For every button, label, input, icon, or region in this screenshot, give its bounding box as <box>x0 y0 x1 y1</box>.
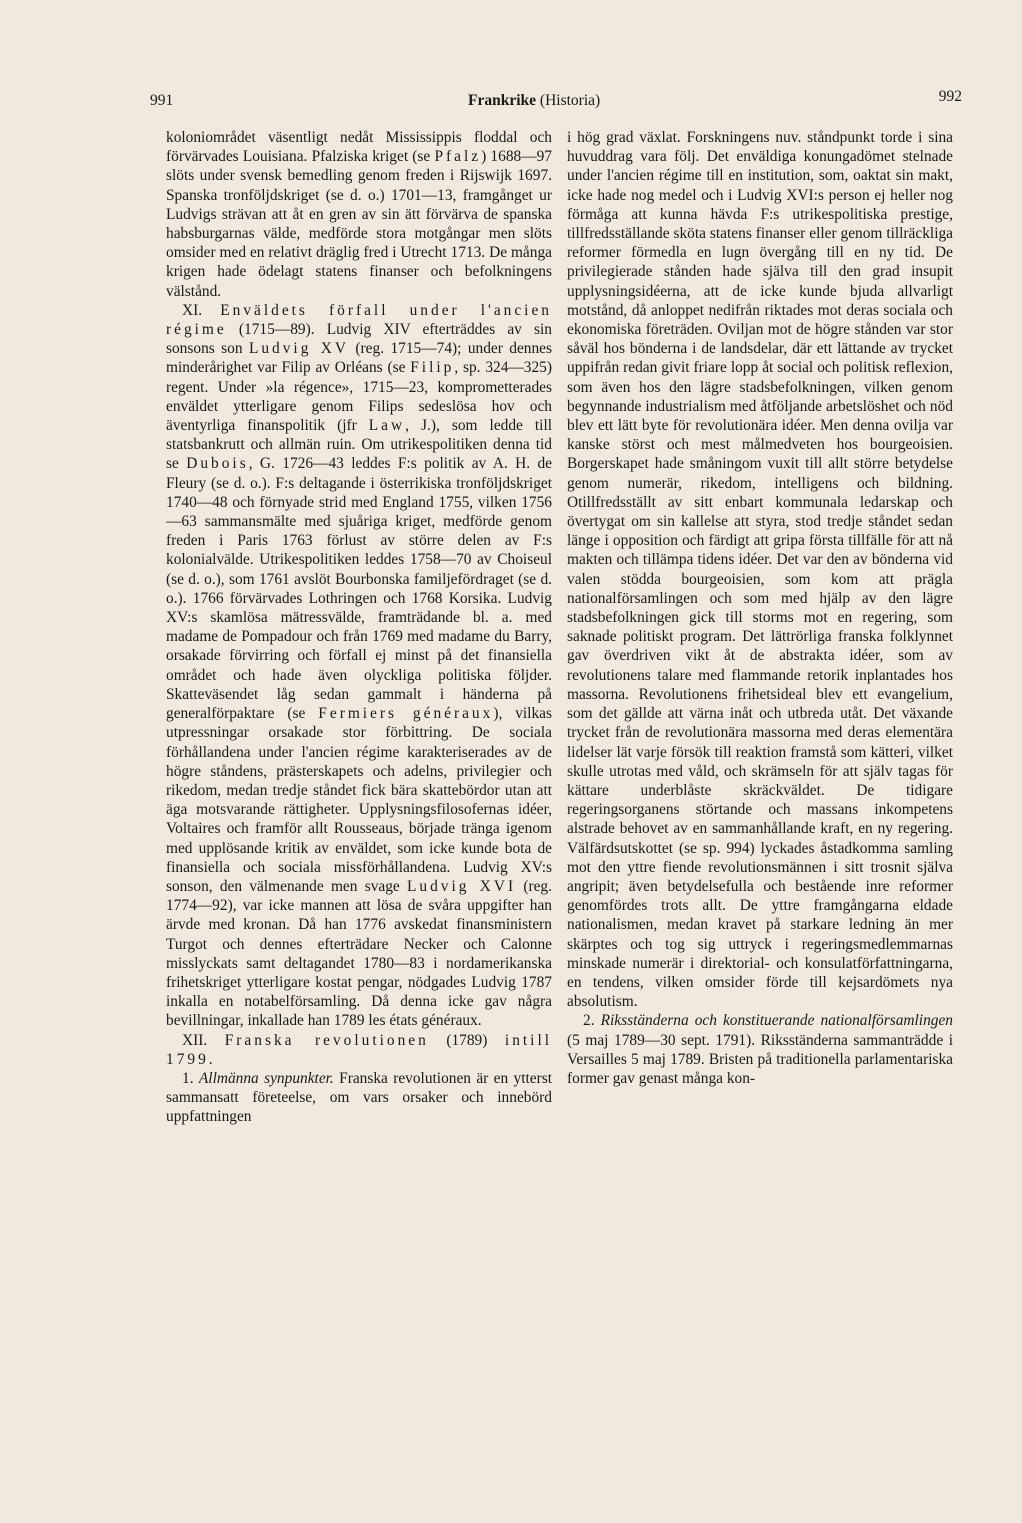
ref-law: Law <box>368 417 406 435</box>
title-bold: Frankrike <box>468 92 537 109</box>
section-xii-number: XII. <box>182 1031 225 1049</box>
section-xii-title: Franska revolutionen <box>224 1031 429 1049</box>
running-header <box>150 88 962 114</box>
subsection-2-title: Riksständerna och konstituerande nationalförsamlingen <box>600 1012 953 1030</box>
ref-fermiers: Fermiers généraux <box>318 705 494 723</box>
ref-filip: Filip <box>410 359 455 377</box>
page-number-left: 991 <box>150 92 174 109</box>
ref-ludvig-xvi: Ludvig XVI <box>407 877 517 895</box>
subsection-1-title: Allmänna synpunkter. <box>198 1069 334 1087</box>
title-paren: (Historia) <box>539 92 601 109</box>
subsection-2: 2. Riksständerna och konstituerande nationalförsamlingen (5 maj 1789—30 sept. 1791). Riksständerna sammanträdde i Versailles 5 maj 1789. Bristen på traditionella parlamentariska former gav genast många kon- <box>567 1012 953 1087</box>
right-column <box>567 128 953 1088</box>
ref-pfalz: Pfalz <box>434 148 482 166</box>
section-xii-title-end: intill 1799. <box>166 1031 552 1068</box>
section-xi: XI. Enväldets förfall under l'ancien régime (1715—89). Ludvig XIV efterträddes av sin sonsons son Ludvig XV (reg. 1715—74); under dennes minderårighet var Filip av Orléans (se Filip, sp. 324—325) regent. Under »la régence», 1715—23, komprometterades enväldet ytterligare genom Filips sedeslösa hov och äventyrliga finanspolitik (jfr Law, J.), som ledde till statsbankrutt och allmän ruin. Om utrikespolitiken denna tid se Dubois, G. 1726—43 leddes F:s politik av A. H. de Fleury (se d. o.). F:s deltagande i österrikiska tronföljdskriget 1740—48 och förnyade strid med England 1755, vilken 1756—63 sammansmälte med sjuåriga kriget, medförde genom freden i Paris 1763 förlust av större delen av F:s kolonialvälde. Utrikespolitiken leddes 1758—70 av Choiseul (se d. o.), som 1761 avslöt Bourbonska familjefördraget (se d. o.). 1766 förvärvades Lothringen och 1768 Korsika. Ludvig XV:s skamlösa mätressvälde, framträdande bl. a. med madame de Pompadour och från 1769 med madame du Barry, orsakade förvirring och förfall ej minst på det finansiella området och hade även olyckliga politiska följder. Skatteväsendet låg sedan gammalt i händerna på generalförpaktare (se Fermiers généraux), vilkas utpressningar orsakade stor förbittring. De sociala förhållandena under l'ancien régime karakteriserades av de högre ståndens, prästerskapets och adelns, privilegier och rikedom, medan tredje ståndet fick bära skattebördor utan att äga motsvarande rättigheter. Upplysningsfilosofernas idéer, Voltaires och framför allt Rousseaus, började tränga igenom med upplösande kritik av enväldet, som icke kunde bota de finansiella och sociala missförhållandena. Ludvig XV:s sonson, den välmenande men svage Ludvig XVI (reg. 1774—92), var icke mannen att lösa de svåra uppgifter han ärvde med kronan. Då han 1776 avskedat finansministern Turgot och dennes efterträdare Necker och Calonne misslyckats samt deltagandet 1780—83 i nordamerikanska frihetskriget ytterligare kostat pengar, nödgades Ludvig 1787 inkalla en notabelförsamling. Då denna icke gav några bevillningar, inkallade han 1789 les états généraux. <box>166 301 553 1030</box>
page-number-right: 992 <box>938 88 962 105</box>
running-title <box>468 92 600 110</box>
right-paragraph-1: i hög grad växlat. Forskningens nuv. ståndpunkt torde i sina huvuddrag vara följ. Det enväldiga konungadömet stelnade under l'ancien régime till en institution, som, oaktat sin makt, icke hade nog medel och i Ludvig XVI:s person ej heller nog förmåga att kunna hävda F:s utrikespolitiska prestige, tillfredsställande sköta statens finanser eller genom tillräckliga reformer förmedla en lugn övergång till en ny tid. De privilegierade stånden hade själva till den grad insupit upplysningsidéerna, att de icke kunde bjuda allvarligt motstånd, då anloppet nedifrån riktades mot deras sociala och ekonomiska företräden. Oviljan mot de högre stånden var stor såväl hos bönderna i de landsdelar, där ett lättande av trycket uppifrån redan givit friare lopp åt social och politisk reflexion, som även hos den lägre stadsbefolkningen, vilken genom begynnande industrialism med åtföljande arbetslöshet och nöd blev ett lätt byte för revolutionära idéer. Men denna ovilja var kanske störst och mest målmedveten hos bourgeoisien. Borgerskapet hade småningom vuxit till allt större betydelse genom numerär, rikedom, intelligens och bildning. Otillfredsställt av sitt enbart kommunala ledarskap och övertygat om sin kallelse att styra, stod tredje ståndet sedan länge i opposition och färdigt att gripa första tillfälle för att nå makten och tillämpa tidens idéer. Det var den av bönderna vid valen stödda bourgeoisien, som kom att prägla nationalförsamlingen och som med hjälp av den lägre stadsbefolkningen gick till storms mot en regering, som saknade politiskt program. Det lättrörliga franska folklynnet gav överdriven vikt åt de abstrakta idéer, som av revolutionens talare med flammande retorik inplantades hos massorna. Revolutionens frihetsideal blev ett evangelium, som det gällde att värna inåt och utbreda utåt. Det växande trycket från de revolutionära massorna med deras elementära lidelser lät varje försök till reaktion framstå som kätteri, vilket skulle utrotas med våld, och skrämseln för att själv tagas för kättare underblåste skräckväldet. De tidigare regeringsorganens störtande och massans inkompetens alstrade behovet av en sammanhållande kraft, en ny regering. Välfärdsutskottet (se sp. 994) lyckades åstadkomma samling mot den yttre fiende revolutionsmännen i sitt trosnit själva angripit; även betydelsefulla och bestående inre reformer genomfördes trots allt. De yttre framgångarna eldade nationalismen, medan kravet på starkare ledning än mer skärptes och tog sig uttryck i regeringsmedlemmarnas minskade numerär i direktorial- och konsulatförfattningarna, en tendens, vilken omsider förde till kejsardömets nya absolutism. <box>567 129 953 1011</box>
section-xi-title: Enväldets förfall under l'ancien régime <box>166 301 552 339</box>
ref-ludvig-xv: Ludvig XV <box>248 340 350 358</box>
section-xi-number: XI. <box>182 301 221 319</box>
section-xii: XII. Franska revolutionen (1789) intill 1799. <box>166 1031 552 1068</box>
subsection-1: 1. Allmänna synpunkter. Franska revolutionen är en ytterst sammansatt företeelse, om vars orsaker och innebörd uppfattningen <box>166 1069 552 1126</box>
left-paragraph-1: koloniområdet väsentligt nedåt Mississippis floddal och förvärvades Louisiana. Pfalziska kriget (se Pfalz) 1688—97 slöts under svensk bemedling genom freden i Rijswijk 1697. Spanska tronföljdskriget (se d. o.) 1701—13, framgånget ur Ludvigs strävan att åt en gren av sin ätt förvärva de spanska habsburgarnas välde, medförde stora motgångar men slöts omsider med en relativt dräglig fred i Utrecht 1713. De många krigen hade ödelagt statens finanser och befolkningens välstånd. <box>166 129 552 300</box>
ref-dubois: Dubois <box>186 455 249 473</box>
left-column <box>166 128 552 1127</box>
